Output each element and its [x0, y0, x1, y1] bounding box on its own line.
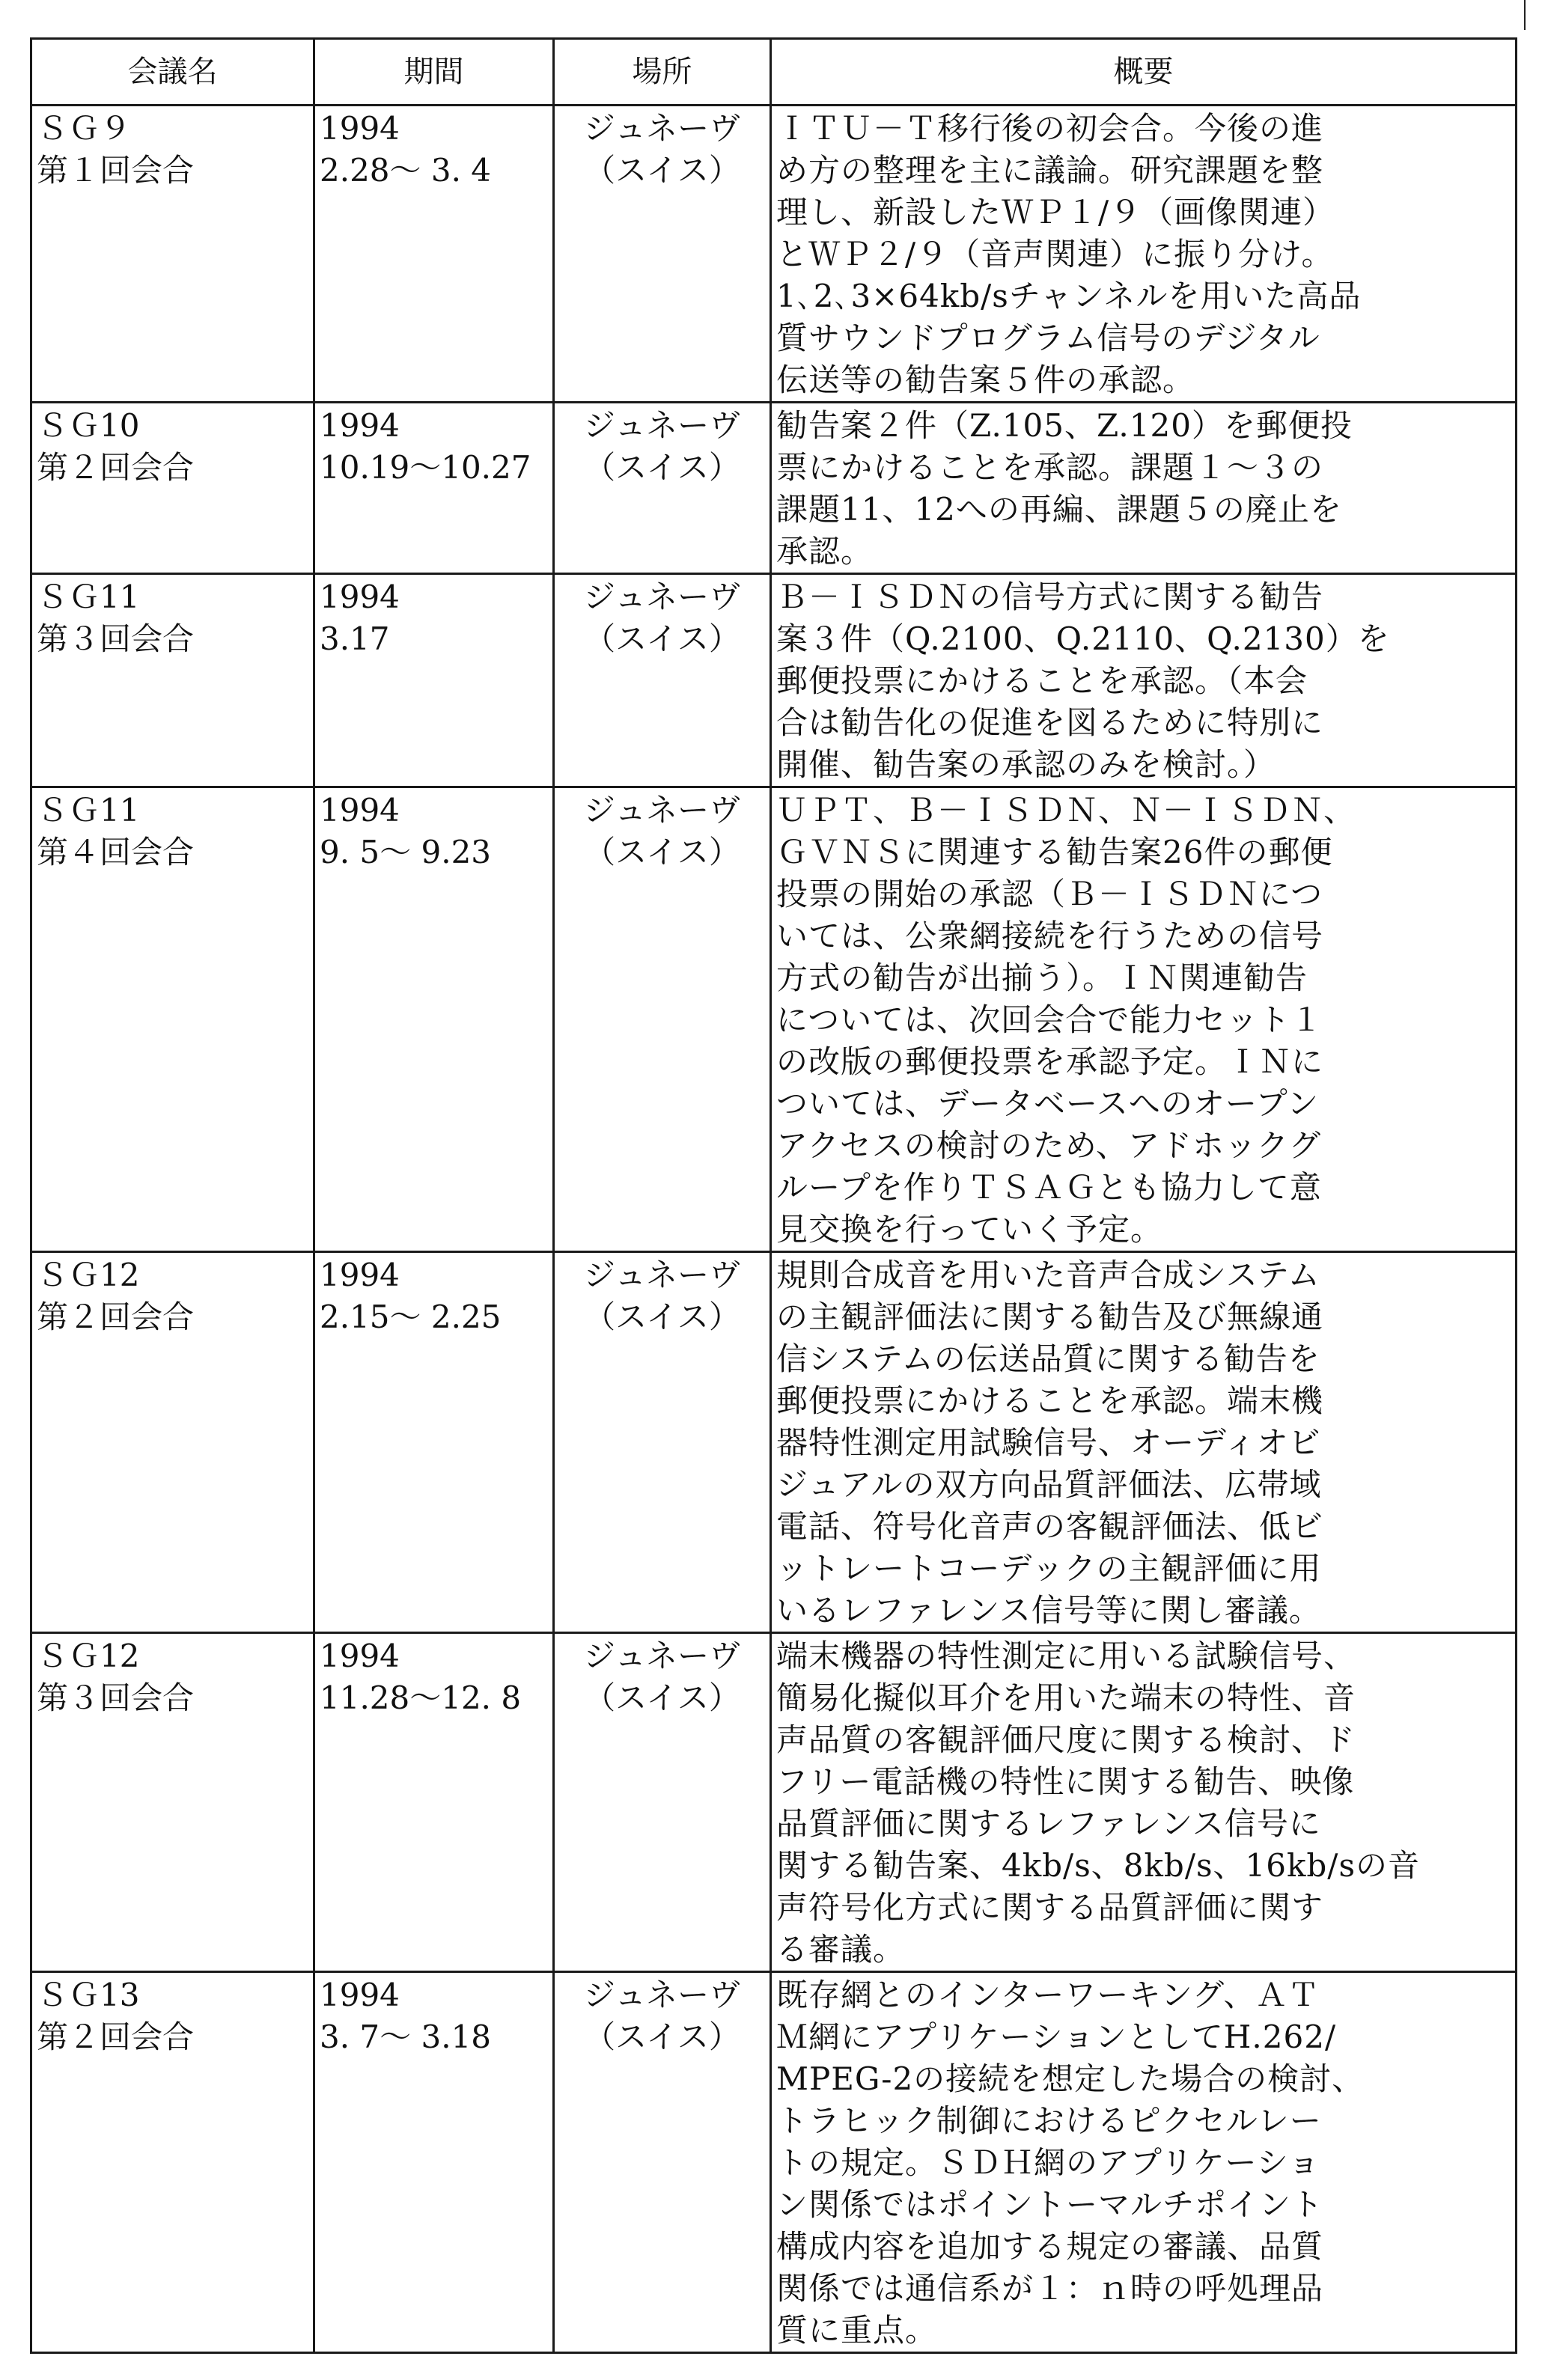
meeting-name-cell: [31, 106, 314, 403]
meeting-name-line: ＳＧ９: [37, 110, 132, 147]
summary-line: 合は勧告化の促進を図るために特別に: [776, 704, 1324, 741]
place-line: ジュネーヴ: [583, 1257, 741, 1293]
summary-cell: [771, 1633, 1517, 1972]
summary-cell: [771, 106, 1517, 403]
period-cell: [314, 1972, 554, 2353]
meeting-name-cell: [31, 787, 314, 1252]
period-cell: [314, 1252, 554, 1633]
period-line: 10.19～10.27: [320, 449, 531, 486]
period-line: 11.28～12. 8: [320, 1679, 522, 1716]
summary-line: 理し、新設したＷＰ１/９（画像関連）: [776, 194, 1335, 231]
summary-line: 声符号化方式に関する品質評価に関す: [776, 1889, 1324, 1926]
summary-line: トの規定。ＳＤＨ網のアプリケーショ: [776, 2144, 1320, 2181]
meeting-name-cell: [31, 1972, 314, 2353]
summary-line: 課題11、12への再編、課題５の廃止を: [776, 491, 1342, 528]
summary-line: 1､2､3×64kb/sチャンネルを用いた高品: [776, 278, 1362, 314]
summary-line: 方式の勧告が出揃う）。ＩＮ関連勧告: [776, 959, 1308, 996]
period-line: 2.28～ 3. 4: [320, 152, 492, 189]
place-cell: [554, 787, 771, 1252]
summary-line: 電話、符号化音声の客観評価法、低ビ: [776, 1508, 1324, 1545]
summary-line: 端末機器の特性測定に用いる試験信号、: [776, 1638, 1356, 1674]
summary-line: 規則合成音を用いた音声合成システム: [776, 1257, 1320, 1293]
period-cell: [314, 1633, 554, 1972]
place-line: （スイス）: [584, 834, 740, 870]
summary-line: ＩＴＵ－Ｔ移行後の初会合。今後の進: [776, 110, 1324, 147]
summary-line: 郵便投票にかけることを承認。端末機: [776, 1382, 1324, 1419]
period-line: 1994: [320, 579, 400, 615]
summary-cell: [771, 787, 1517, 1252]
summary-line: 郵便投票にかけることを承認。（本会: [776, 662, 1308, 699]
place-cell: [554, 106, 771, 403]
summary-line: 開催、勧告案の承認のみを検討。）: [776, 746, 1276, 783]
summary-line: 勧告案２件（Z.105、Z.120）を郵便投: [776, 407, 1353, 444]
period-cell: [314, 106, 554, 403]
page-edge-mark: [1524, 0, 1526, 30]
summary-cell: [771, 1252, 1517, 1633]
period-line: 2.15～ 2.25: [320, 1299, 502, 1335]
table-header-row: [31, 39, 1517, 106]
period-line: 3. 7～ 3.18: [320, 2019, 492, 2055]
meeting-name-line: ＳＧ11: [37, 792, 140, 829]
period-line: 3.17: [320, 620, 390, 657]
period-cell: [314, 403, 554, 574]
meeting-name-cell: [31, 1633, 314, 1972]
summary-line: 関する勧告案、4kb/s、8kb/s、16kb/sの音: [776, 1847, 1421, 1884]
summary-line: フリー電話機の特性に関する勧告、映像: [776, 1763, 1355, 1800]
place-line: （スイス）: [584, 620, 740, 657]
meeting-name-line: ＳＧ13: [37, 1977, 140, 2013]
meeting-name-line: 第１回会合: [37, 152, 195, 189]
summary-line: 信システムの伝送品質に関する勧告を: [776, 1340, 1320, 1377]
meeting-name-line: 第３回会合: [37, 1679, 195, 1716]
meeting-name-line: ＳＧ10: [37, 407, 140, 444]
summary-line: 構成内容を追加する規定の審議、品質: [776, 2228, 1324, 2265]
place-line: （スイス）: [584, 1299, 740, 1335]
header-summary: 概要: [771, 39, 1517, 106]
period-line: 1994: [320, 110, 400, 147]
summary-line: 品質評価に関するレファレンス信号に: [776, 1805, 1321, 1842]
summary-cell: [771, 1972, 1517, 2353]
meeting-name-line: ＳＧ12: [37, 1257, 140, 1293]
period-line: 1994: [320, 407, 400, 444]
header-meeting-name: 会議名: [31, 39, 314, 106]
summary-line: 案３件（Q.2100、Q.2110、Q.2130）を: [776, 620, 1390, 657]
meeting-table: [30, 37, 1517, 2354]
summary-line: 関係では通信系が１：ｎ時の呼処理品: [776, 2270, 1324, 2307]
place-cell: [554, 403, 771, 574]
summary-line: の改版の郵便投票を承認予定。ＩＮに: [776, 1043, 1324, 1080]
period-line: 9. 5～ 9.23: [320, 834, 492, 870]
summary-cell: [771, 403, 1517, 574]
table-body: [31, 106, 1517, 2353]
meeting-name-line: 第３回会合: [37, 620, 195, 657]
place-cell: [554, 574, 771, 787]
summary-line: 見交換を行っていく予定。: [776, 1211, 1163, 1248]
period-line: 1994: [320, 1257, 400, 1293]
summary-line: ン関係ではポイントーマルチポイント: [776, 2186, 1324, 2223]
meeting-name-cell: [31, 403, 314, 574]
summary-line: アクセスの検討のため、アドホックグ: [776, 1127, 1322, 1164]
table-row: [31, 574, 1517, 787]
summary-line: Ｍ網にアプリケーションとしてH.262/: [776, 2019, 1337, 2055]
place-line: （スイス）: [584, 449, 740, 486]
summary-line: 伝送等の勧告案５件の承認。: [776, 361, 1195, 398]
place-cell: [554, 1252, 771, 1633]
summary-line: 質サウンドプログラム信号のデジタル: [776, 320, 1320, 356]
summary-line: いては、公衆網接続を行うための信号: [776, 918, 1324, 954]
header-place: 場所: [554, 39, 771, 106]
meeting-name-line: 第４回会合: [37, 834, 195, 870]
summary-line: 票にかけることを承認。課題１～３の: [776, 449, 1324, 486]
table-row: [31, 106, 1517, 403]
summary-line: る審議。: [776, 1931, 906, 1968]
place-line: ジュネーヴ: [583, 792, 741, 829]
table-row: [31, 1972, 1517, 2353]
table-row: [31, 403, 1517, 574]
period-cell: [314, 574, 554, 787]
summary-line: ループを作りＴＳＡＧとも協力して意: [776, 1169, 1322, 1206]
place-line: ジュネーヴ: [583, 1638, 741, 1674]
period-line: 1994: [320, 1977, 400, 2013]
place-line: ジュネーヴ: [583, 407, 741, 444]
period-cell: [314, 787, 554, 1252]
period-line: 1994: [320, 1638, 400, 1674]
summary-cell: [771, 574, 1517, 787]
summary-line: 承認。: [776, 533, 874, 570]
summary-line: 既存網とのインターワーキング、ＡＴ: [776, 1977, 1320, 2013]
meeting-name-line: ＳＧ11: [37, 579, 140, 615]
place-line: （スイス）: [584, 152, 740, 189]
summary-line: の主観評価法に関する勧告及び無線通: [776, 1299, 1324, 1335]
summary-line: 器特性測定用試験信号、オーディオビ: [776, 1424, 1321, 1461]
meeting-name-line: ＳＧ12: [37, 1638, 140, 1674]
meeting-name-line: 第２回会合: [37, 449, 195, 486]
meeting-name-cell: [31, 574, 314, 787]
place-line: （スイス）: [584, 2019, 740, 2055]
place-line: （スイス）: [584, 1679, 740, 1716]
summary-line: ットレートコーデックの主観評価に用: [776, 1550, 1322, 1587]
place-line: ジュネーヴ: [583, 579, 741, 615]
summary-line: ついては、データベースへのオープン: [776, 1085, 1320, 1122]
place-line: ジュネーヴ: [583, 110, 741, 147]
summary-line: 声品質の客観評価尺度に関する検討、ド: [776, 1721, 1356, 1758]
summary-line: いるレファレンス信号等に関し審議。: [776, 1592, 1321, 1629]
summary-line: トラヒック制御におけるピクセルレー: [776, 2102, 1322, 2139]
table-row: [31, 1252, 1517, 1633]
summary-line: MPEG-2の接続を想定した場合の検討、: [776, 2060, 1365, 2097]
meeting-name-cell: [31, 1252, 314, 1633]
summary-line: とＷＰ２/９（音声関連）に振り分け。: [776, 236, 1334, 272]
place-line: ジュネーヴ: [583, 1977, 741, 2013]
summary-line: 簡易化擬似耳介を用いた端末の特性、音: [776, 1679, 1356, 1716]
period-line: 1994: [320, 792, 400, 829]
meeting-name-line: 第２回会合: [37, 1299, 195, 1335]
summary-line: ＧＶＮＳに関連する勧告案26件の郵便: [776, 834, 1333, 870]
summary-line: ジュアルの双方向品質評価法、広帯域: [776, 1466, 1322, 1503]
summary-line: については、次回会合で能力セット１: [776, 1001, 1323, 1038]
summary-line: め方の整理を主に議論。研究課題を整: [776, 152, 1324, 189]
header-period: 期間: [314, 39, 554, 106]
table-row: [31, 787, 1517, 1252]
summary-line: ＵＰＴ、Ｂ－ＩＳＤＮ、Ｎ－ＩＳＤＮ、: [776, 792, 1356, 829]
table-row: [31, 1633, 1517, 1972]
summary-line: Ｂ－ＩＳＤＮの信号方式に関する勧告: [776, 579, 1324, 615]
summary-line: 質に重点。: [776, 2312, 938, 2349]
place-cell: [554, 1972, 771, 2353]
place-cell: [554, 1633, 771, 1972]
meeting-name-line: 第２回会合: [37, 2019, 195, 2055]
summary-line: 投票の開始の承認（Ｂ－ＩＳＤＮにつ: [776, 876, 1323, 912]
